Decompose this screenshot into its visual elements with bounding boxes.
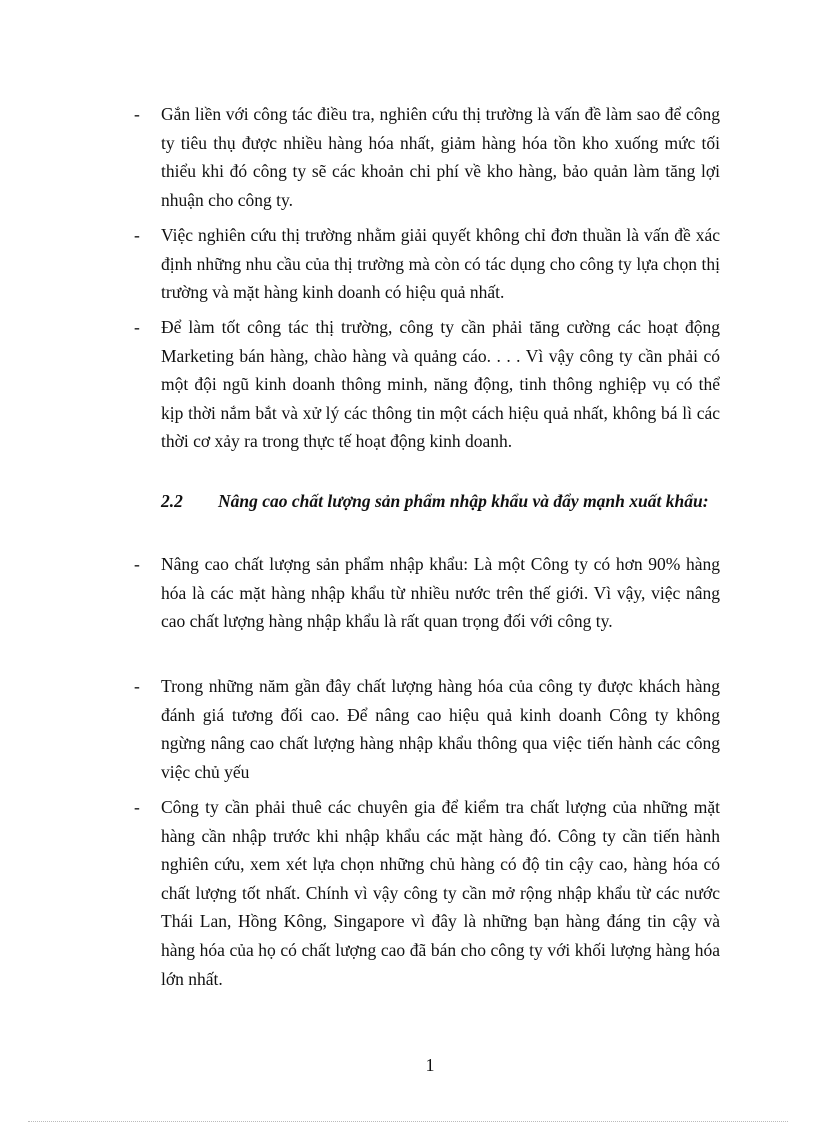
paragraph-text: Việc nghiên cứu thị trường nhằm giải quyết không chỉ đơn thuần là vấn đề xác định những nhu cầu của thị trường mà còn có tác dụng cho công ty lựa chọn thị trường và mặt hàng kinh doanh có hiệu quả nhất. xyxy=(161,225,720,303)
bullet-dash: - xyxy=(134,317,140,337)
bullet-paragraph xyxy=(134,100,720,214)
paragraph-text: Công ty cần phải thuê các chuyên gia để kiểm tra chất lượng của những mặt hàng cần nhập trước khi nhập khẩu các mặt hàng đó. Công ty cần tiến hành nghiên cứu, xem xét lựa chọn những chủ hàng có độ tin cậy cao, hàng hóa có chất lượng tốt nhất. Chính vì vậy công ty cần mở rộng nhập khẩu từ các nước Thái Lan, Hồng Kông, Singapore vì đây là những bạn hàng đáng tin cậy và hàng hóa của họ có chất lượng cao đã bán cho công ty với khối lượng hàng hóa lớn nhất. xyxy=(161,797,720,989)
page-bottom-divider xyxy=(28,1121,788,1122)
bullet-paragraph xyxy=(134,221,720,307)
bullet-dash: - xyxy=(134,676,140,696)
paragraph-text: Để làm tốt công tác thị trường, công ty cần phải tăng cường các hoạt động Marketing bán hàng, chào hàng và quảng cáo. . . . Vì vậy công ty cần phải có một đội ngũ kinh doanh thông minh, năng động, tinh thông nghiệp vụ có thể kịp thời nắm bắt và xử lý các thông tin một cách hiệu quả nhất, không bá lì các thời cơ xảy ra trong thực tế hoạt động kinh doanh. xyxy=(161,317,720,452)
bullet-dash: - xyxy=(134,104,140,124)
bullet-paragraph xyxy=(134,672,720,786)
paragraph-text: Trong những năm gần đây chất lượng hàng hóa của công ty được khách hàng đánh giá tương đối cao. Để nâng cao hiệu quả kinh doanh Công ty không ngừng nâng cao chất lượng hàng nhập khẩu thông qua việc tiến hành các công việc chủ yếu xyxy=(161,676,720,782)
bullet-paragraph xyxy=(134,313,720,456)
page-number: 1 xyxy=(425,1055,435,1075)
section-title: Nâng cao chất lượng sản phẩm nhập khẩu và đẩy mạnh xuất khẩu: xyxy=(218,491,709,511)
paragraph-text: Nâng cao chất lượng sản phẩm nhập khẩu: Là một Công ty có hơn 90% hàng hóa là các mặt hàng nhập khẩu từ nhiều nước trên thế giới. Vì vậy, việc nâng cao chất lượng hàng nhập khẩu là rất quan trọng đối với công ty. xyxy=(161,554,720,632)
paragraph-text: Gắn liền với công tác điều tra, nghiên cứu thị trường là vấn đề làm sao để công ty tiêu thụ được nhiều hàng hóa nhất, giảm hàng hóa tồn kho xuống mức tối thiểu khi đó công ty sẽ các khoản chi phí về kho hàng, bảo quản làm tăng lợi nhuận cho công ty. xyxy=(161,104,720,210)
bullet-paragraph xyxy=(134,550,720,636)
bullet-dash: - xyxy=(134,225,140,245)
bullet-paragraph xyxy=(134,793,720,993)
section-number: 2.2 xyxy=(161,491,183,511)
bullet-dash: - xyxy=(134,797,140,817)
section-heading xyxy=(161,487,720,516)
bullet-dash: - xyxy=(134,554,140,574)
